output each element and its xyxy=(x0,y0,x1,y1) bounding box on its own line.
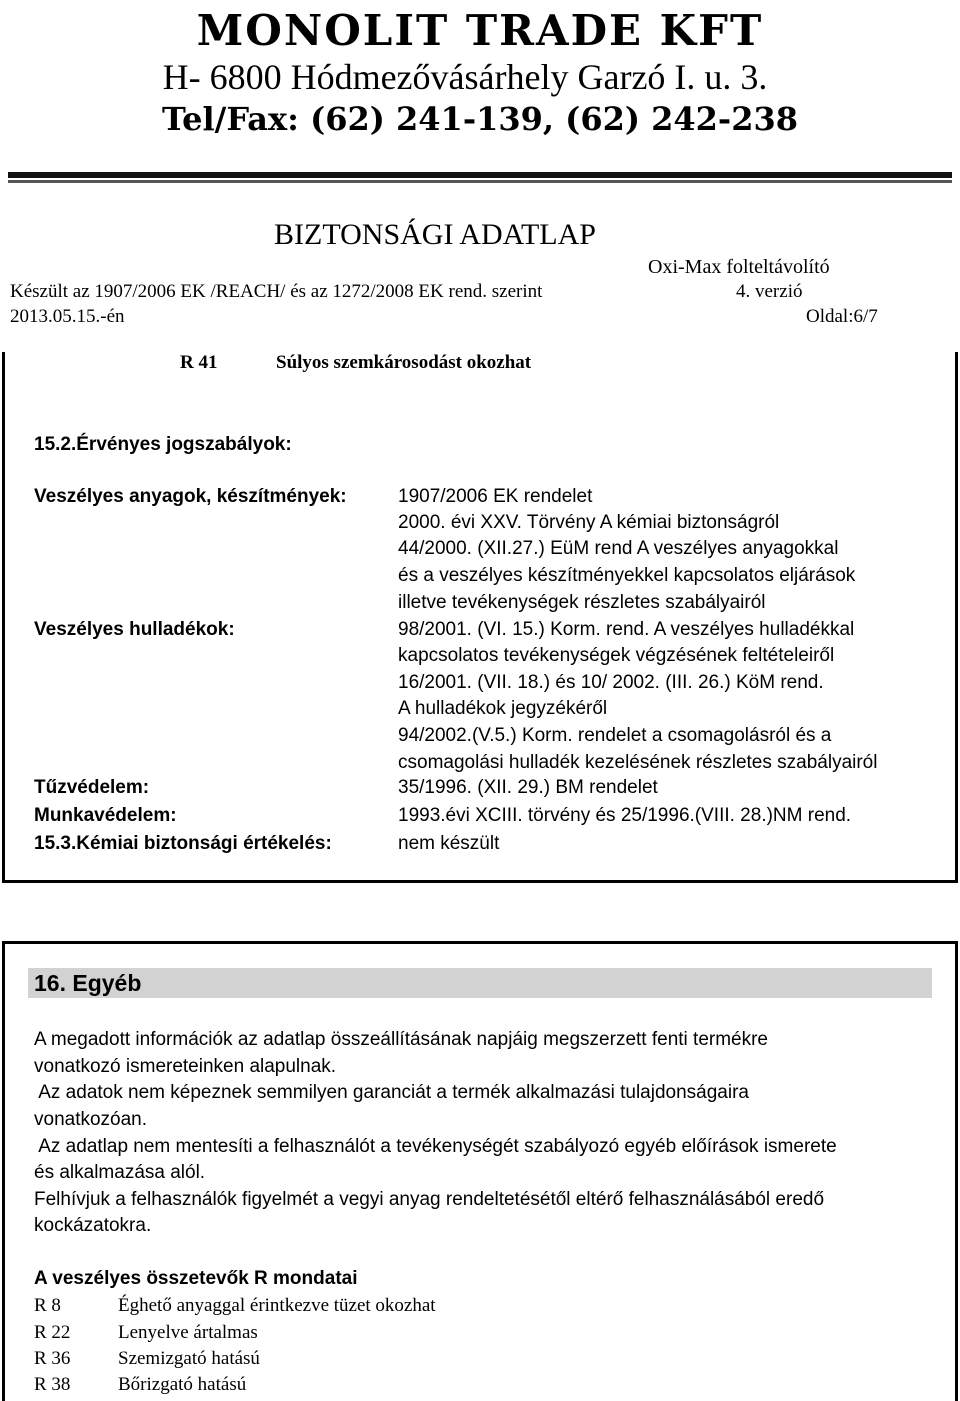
document-title: BIZTONSÁGI ADATLAP xyxy=(274,218,596,251)
section-16-header-bar xyxy=(28,968,932,998)
regulation-line: kapcsolatos tevékenységek végzésének feltételeiről xyxy=(398,645,835,666)
regulation-line: Készült az 1907/2006 EK /REACH/ és az 1272/2008 EK rend. szerint xyxy=(10,281,543,302)
company-name: MONOLIT TRADE KFT xyxy=(196,6,764,55)
r-phrase-text: Bőrizgató hatású xyxy=(118,1374,247,1395)
regulation-line: 2000. évi XXV. Törvény A kémiai biztonságról xyxy=(398,512,780,533)
r-phrases-heading: A veszélyes összetevők R mondatai xyxy=(34,1268,358,1289)
r-phrase-text: Szemizgató hatású xyxy=(118,1348,260,1369)
r-phrase-code: R 22 xyxy=(34,1322,71,1343)
section-16-title: 16. Egyéb xyxy=(34,970,142,996)
letterhead-rule xyxy=(8,172,952,178)
version-label: 4. verzió xyxy=(736,281,803,302)
regulation-line: 98/2001. (VI. 15.) Korm. rend. A veszélyes hulladékkal xyxy=(398,619,855,640)
frame-border-left xyxy=(2,352,5,882)
page-number: Oldal:6/7 xyxy=(806,306,878,327)
section-15-2-heading: 15.2.Érvényes jogszabályok: xyxy=(34,434,292,455)
label-hazardous-waste: Veszélyes hulladékok: xyxy=(34,619,235,640)
regulation-line: A hulladékok jegyzékéről xyxy=(398,698,608,719)
regulation-line: és a veszélyes készítményekkel kapcsolatos eljárások xyxy=(398,565,856,586)
letterhead-rule-thin xyxy=(8,180,952,183)
product-name: Oxi-Max folteltávolító xyxy=(648,256,830,278)
label-work-safety: Munkavédelem: xyxy=(34,805,177,826)
issue-date: 2013.05.15.-én xyxy=(10,306,125,327)
regulation-line: 1993.évi XCIII. törvény és 25/1996.(VIII. 28.)NM rend. xyxy=(398,805,852,826)
regulation-line: 44/2000. (XII.27.) EüM rend A veszélyes anyagokkal xyxy=(398,538,839,559)
company-address: H- 6800 Hódmezővásárhely Garzó I. u. 3. xyxy=(162,57,768,97)
r-phrase-code: R 8 xyxy=(34,1295,61,1316)
paragraph-line: Az adatok nem képeznek semmilyen garanciát a termék alkalmazási tulajdonságaira xyxy=(34,1082,749,1103)
regulation-line: 16/2001. (VII. 18.) és 10/ 2002. (III. 26.) KöM rend. xyxy=(398,672,824,693)
r-phrase-text: Lenyelve ártalmas xyxy=(118,1322,258,1343)
label-hazardous-substances: Veszélyes anyagok, készítmények: xyxy=(34,486,347,507)
regulation-line: csomagolási hulladék kezelésének részletes szabályairól xyxy=(398,752,878,773)
paragraph-line: vonatkozó ismereteinken alapulnak. xyxy=(34,1056,337,1077)
r41-text: Súlyos szemkárosodást okozhat xyxy=(276,352,532,373)
frame-border-right xyxy=(955,941,958,1401)
r-phrase-code: R 36 xyxy=(34,1348,71,1369)
regulation-line: nem készült xyxy=(398,833,500,854)
r-phrase-code: R 38 xyxy=(34,1374,71,1395)
frame-border-top xyxy=(2,941,958,944)
r-phrase-text: Éghető anyaggal érintkezve tüzet okozhat xyxy=(118,1295,436,1316)
regulation-line: 35/1996. (XII. 29.) BM rendelet xyxy=(398,777,658,798)
regulation-line: 94/2002.(V.5.) Korm. rendelet a csomagolásról és a xyxy=(398,725,832,746)
paragraph-line: és alkalmazása alól. xyxy=(34,1162,206,1183)
paragraph-line: Az adatlap nem mentesíti a felhasználót a tevékenységét szabályozó egyéb előírások ismerete xyxy=(34,1136,837,1157)
label-chemical-assessment: 15.3.Kémiai biztonsági értékelés: xyxy=(34,833,332,854)
frame-border-left xyxy=(2,941,5,1401)
paragraph-line: Felhívjuk a felhasználók figyelmét a vegyi anyag rendeltetésétől eltérő felhasználásából eredő xyxy=(34,1189,825,1210)
paragraph-line: vonatkozóan. xyxy=(34,1109,148,1130)
frame-border-right xyxy=(955,352,958,882)
regulation-line: illetve tevékenységek részletes szabályairól xyxy=(398,592,766,613)
paragraph-line: A megadott információk az adatlap összeállításának napjáig megszerzett fenti termékre xyxy=(34,1029,768,1050)
regulation-line: 1907/2006 EK rendelet xyxy=(398,486,593,507)
company-phone: Tel/Fax: (62) 241-139, (62) 242-238 xyxy=(161,100,798,138)
label-fire-protection: Tűzvédelem: xyxy=(34,777,150,798)
r41-code: R 41 xyxy=(180,352,218,373)
frame-border-bottom xyxy=(2,880,958,883)
paragraph-line: kockázatokra. xyxy=(34,1215,152,1236)
